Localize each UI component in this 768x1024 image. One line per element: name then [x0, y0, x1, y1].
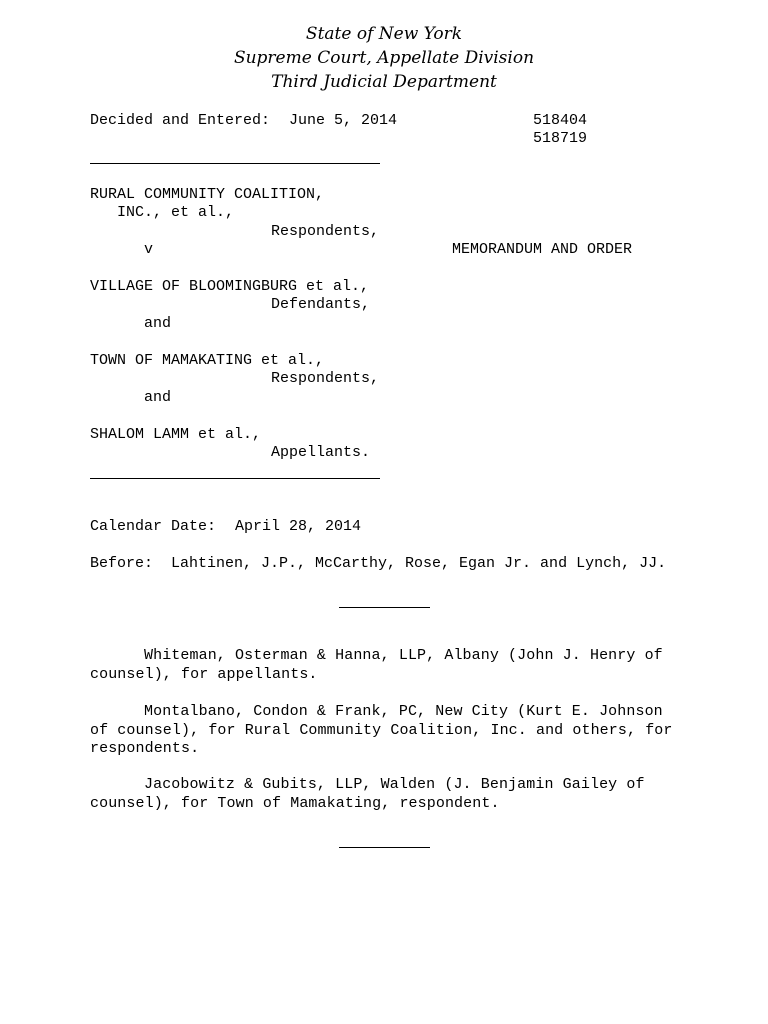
party1-name-line1: RURAL COMMUNITY COALITION,	[90, 186, 325, 203]
docket-number-1: 518404	[533, 112, 588, 129]
separator-rule-1	[339, 607, 430, 608]
party4-name: SHALOM LAMM et al.,	[90, 426, 262, 443]
bench-label: Before:	[90, 555, 154, 572]
decided-date: June 5, 2014	[289, 112, 398, 129]
counsel-appellants: Whiteman, Osterman & Hanna, LLP, Albany (John J. Henry of counsel), for appellants.	[90, 647, 663, 683]
calendar-date: April 28, 2014	[235, 518, 362, 535]
party3-name: TOWN OF MAMAKATING et al.,	[90, 352, 325, 369]
court-name: Supreme Court, Appellate Division	[233, 48, 535, 68]
caption-bottom-rule	[90, 478, 380, 479]
and-connector-1: and	[144, 315, 172, 332]
calendar-label: Calendar Date:	[90, 518, 217, 535]
party1-role: Respondents,	[271, 223, 380, 240]
decided-label: Decided and Entered:	[90, 112, 271, 129]
court-state: State of New York	[305, 24, 463, 44]
party4-role: Appellants.	[271, 444, 371, 461]
separator-rule-2	[339, 847, 430, 848]
document-title: MEMORANDUM AND ORDER	[452, 241, 633, 258]
party2-name: VILLAGE OF BLOOMINGBURG et al.,	[90, 278, 370, 295]
bench-judges: Lahtinen, J.P., McCarthy, Rose, Egan Jr. and Lynch, JJ.	[171, 555, 667, 572]
docket-number-2: 518719	[533, 130, 588, 147]
party3-role: Respondents,	[271, 370, 380, 387]
party1-name-line2: INC., et al.,	[117, 204, 235, 221]
party2-role: Defendants,	[271, 296, 371, 313]
and-connector-2: and	[144, 389, 172, 406]
versus: v	[144, 241, 154, 258]
caption-top-rule	[90, 163, 380, 164]
counsel-respondents: Montalbano, Condon & Frank, PC, New City (Kurt E. Johnson of counsel), for Rural Community Coalition, Inc. and others, for respondents.	[90, 703, 673, 757]
court-department: Third Judicial Department	[271, 72, 497, 92]
counsel-town: Jacobowitz & Gubits, LLP, Walden (J. Benjamin Gailey of counsel), for Town of Mamakating, respondent.	[90, 776, 645, 812]
